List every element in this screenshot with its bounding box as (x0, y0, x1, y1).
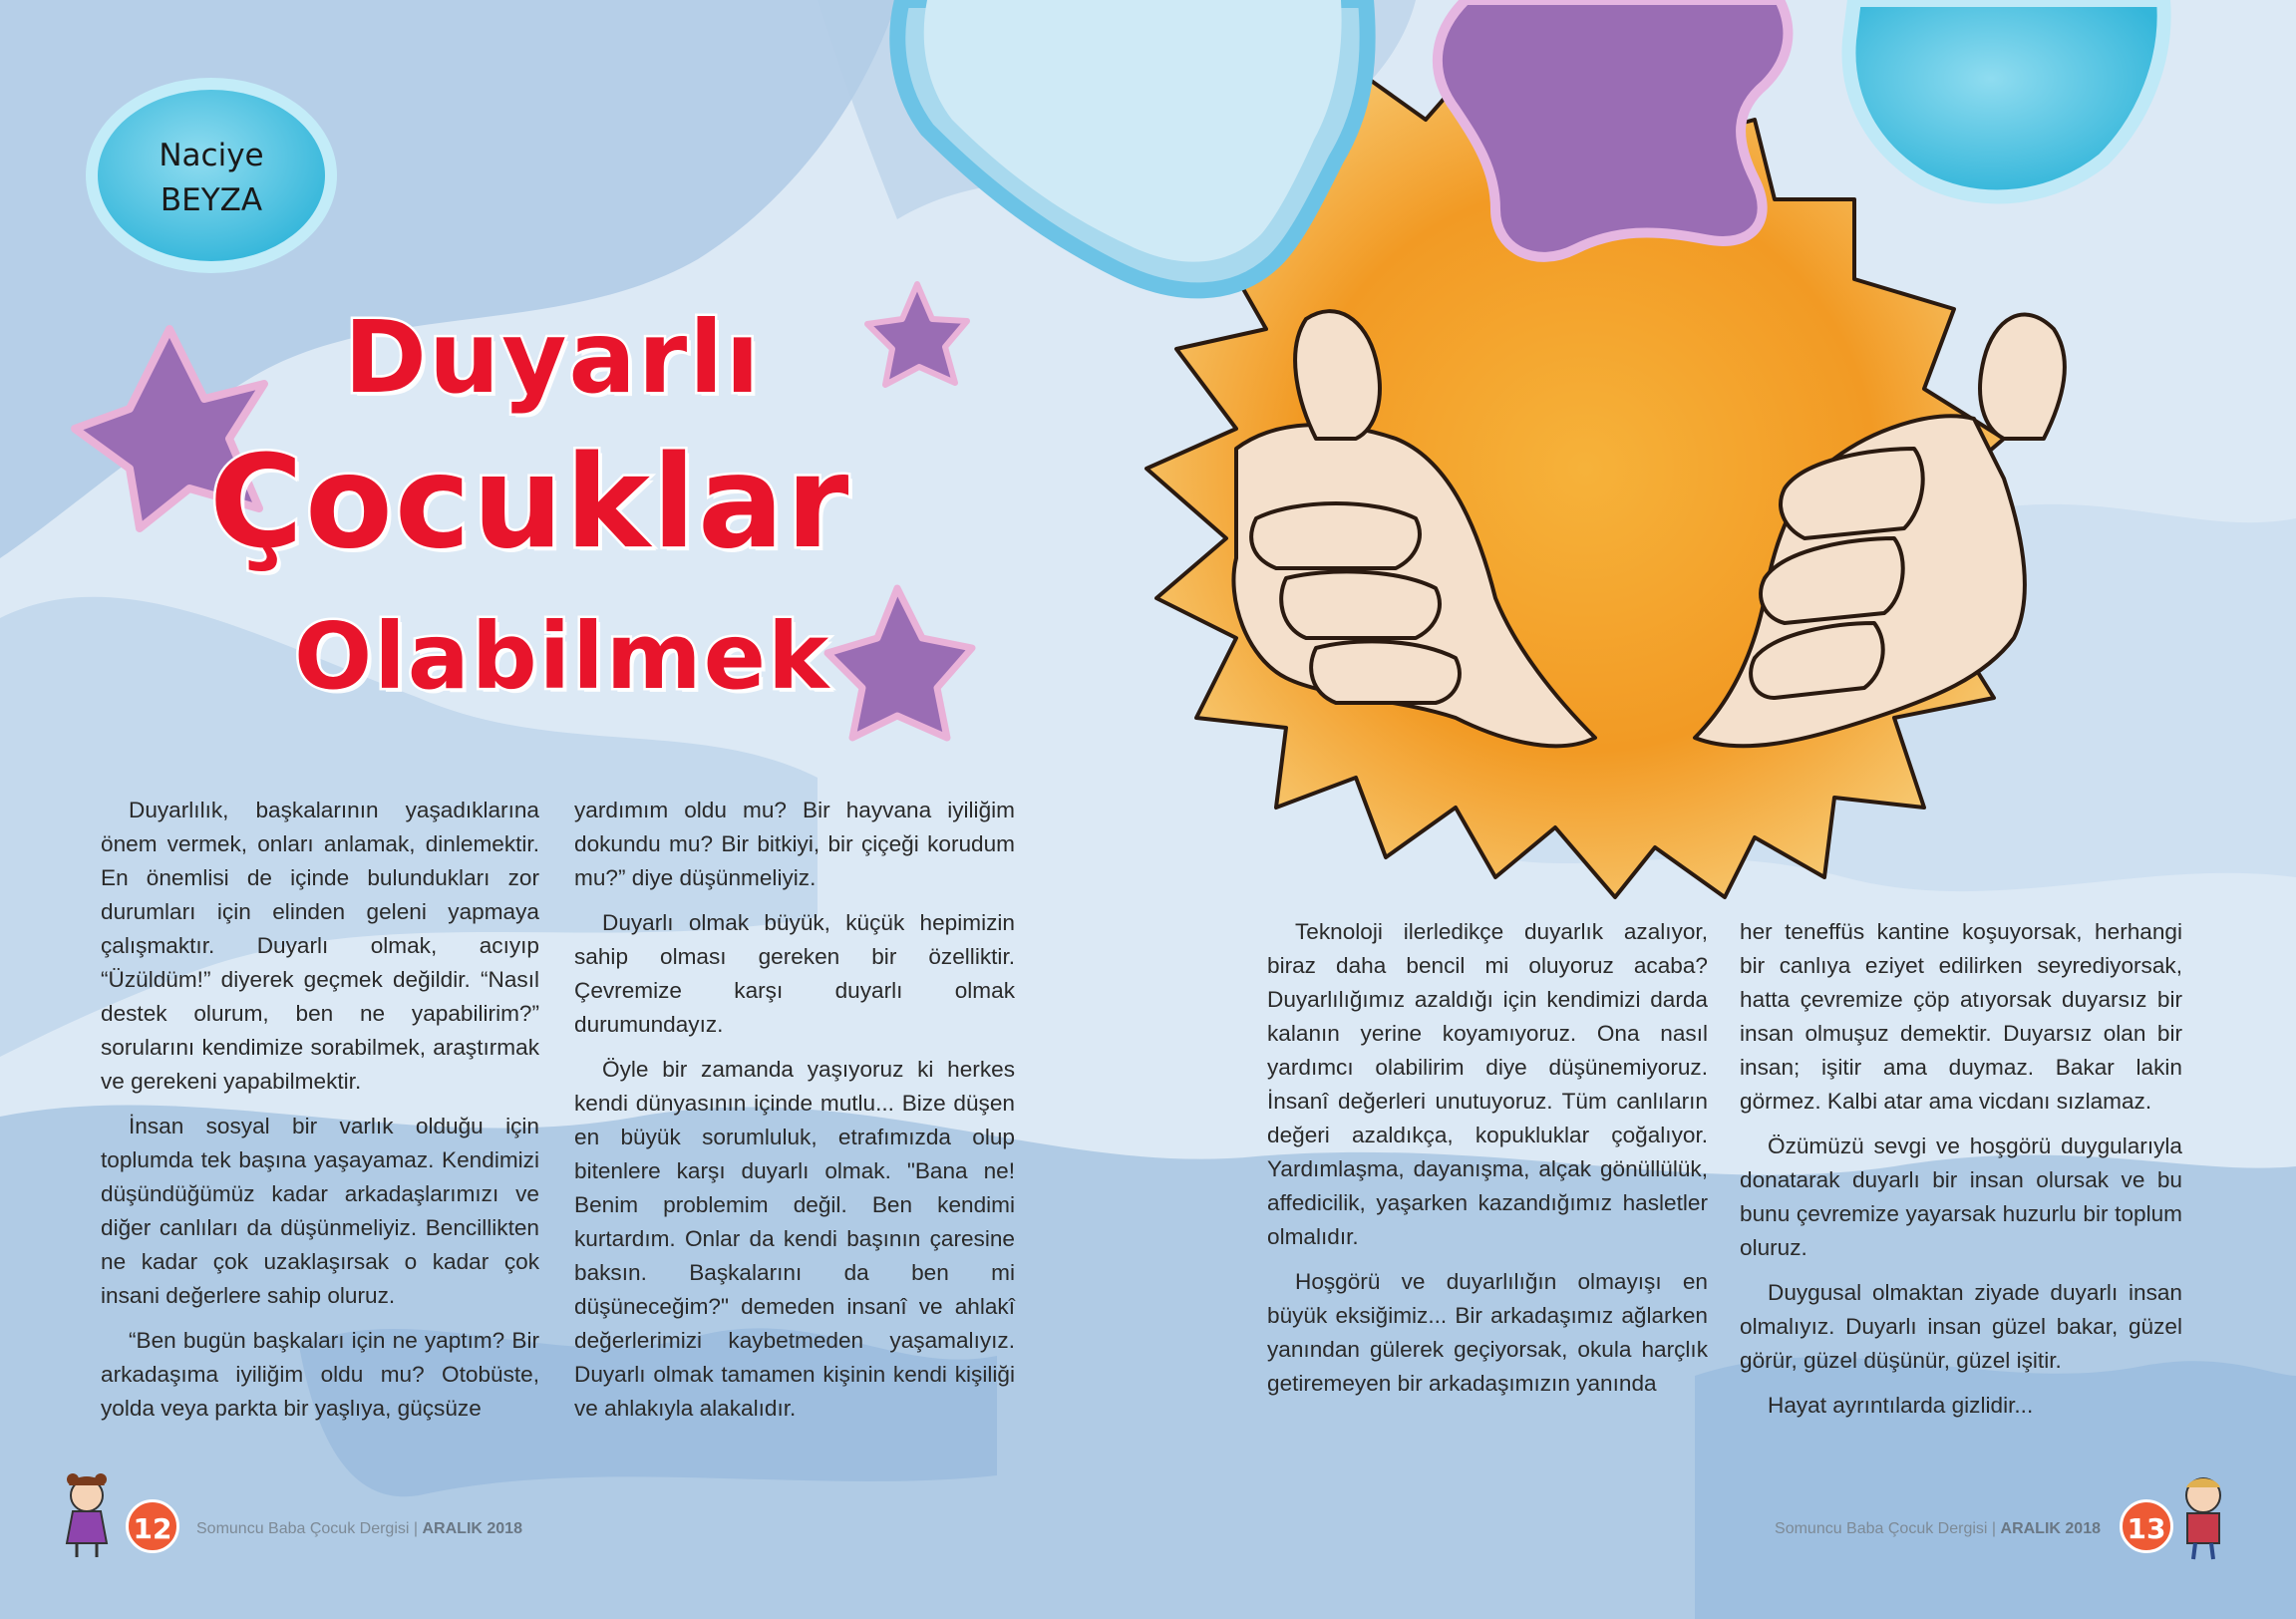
paragraph: yardımım oldu mu? Bir hayvana iyiliğim dokundu mu? Bir bitkiyi, bir çiçeği korudum mu?” diye düşünmeliyiz. (574, 798, 1015, 890)
footer-left (196, 1520, 522, 1538)
text-column-3 (1267, 915, 1708, 1412)
title-line-1: Duyarlı (344, 299, 762, 416)
paragraph: Hayat ayrıntılarda gizlidir... (1768, 1393, 2034, 1418)
text-column-4 (1740, 915, 2182, 1434)
paragraph: her teneffüs kantine koşuyorsak, herhangi bir canlıya eziyet edilirken seyrediyorsak, hatta çevremize çöp atıyorsak duyarsız bir insan olmuşuz demektir. Duyarsız olan bir insan; işitir ama duymaz. Bakar lakin görmez. Kalbi atar ama vicdanı sızlamaz. (1740, 919, 2182, 1114)
paragraph: Duygusal olmaktan ziyade duyarlı insan olmalıyız. Duyarlı insan güzel bakar, güzel görür, güzel düşünür, güzel işitir. (1740, 1280, 2182, 1373)
author-last-name: BEYZA (160, 182, 263, 218)
page-number-right: 13 (2120, 1499, 2173, 1553)
text-column-2 (574, 794, 1015, 1437)
paragraph: Duyarlılık, başkalarının yaşadıklarına önem vermek, onları anlamak, dinlemektir. En önemlisi de içinde bulundukları zor durumları için elinden geleni yapmaya çalışmaktır. Duyarlı olmak, acıyıp “Üzüldüm!” diyerek geçmek değildir. “Nasıl destek olurum, ben ne yapabilirim?” sorularını kendimize sorabilmek, araştırmak ve gerekeni yapabilmektir. (101, 798, 539, 1094)
footer-separator: | (413, 1520, 419, 1537)
title-line-2: Çocuklar (209, 429, 851, 577)
issue-date: ARALIK 2018 (2000, 1520, 2101, 1537)
paragraph: Öyle bir zamanda yaşıyoruz ki herkes kendi dünyasının içinde mutlu... Bize düşen en büyük sorumluluk, etrafımızda olup bitenlere karşı duyarlı olmak. "Bana ne! Benim problemim değil. Ben kendimi kurtardım. Onlar da kendi başının çaresine baksın. Başkalarını da ben mi düşüneceğim?" demeden insanî ve ahlakî değerlerimizi kaybetmeden yaşamalıyız. Duyarlı olmak tamamen kişinin kendi kişiliği ve ahlakıyla alakalıdır. (574, 1057, 1015, 1421)
author-name (88, 82, 335, 271)
page-number-left: 12 (126, 1499, 179, 1553)
paragraph: Teknoloji ilerledikçe duyarlık azalıyor, biraz daha bencil mi oluyoruz acaba? Duyarlılığımız azaldığı için kendimizi darda kalanın yerine koyamıyoruz. Ona nasıl yardımcı olabilirim diye düşünemiyoruz. İnsanî değerleri unutuyoruz. Tüm canlıların değeri azaldıkça, kopukluklar çoğalıyor. Yardımlaşma, dayanışma, alçak gönüllülük, affedicilik, yaşarken kazandığımız hasletler olmalıdır. (1267, 919, 1708, 1249)
title-line-3: Olabilmek (294, 603, 831, 710)
footer-right (1775, 1520, 2101, 1538)
footer-separator: | (1991, 1520, 1997, 1537)
paragraph: Özümüzü sevgi ve hoşgörü duygularıyla donatarak duyarlı bir insan olursak ve bu bunu çevremize yayarsak huzurlu bir toplum oluruz. (1740, 1133, 2182, 1260)
paragraph: İnsan sosyal bir varlık olduğu için toplumda tek başına yaşayamaz. Kendimizi düşündüğümüz kadar arkadaşlarımızı ve diğer canlıları da düşünmeliyiz. Bencillikten ne kadar çok uzaklaşırsak o kadar çok insani değerlere sahip oluruz. (101, 1114, 539, 1308)
paragraph: Duyarlı olmak büyük, küçük hepimizin sahip olması gereken bir özelliktir. Çevremize karşı duyarlı olmak durumundayız. (574, 910, 1015, 1037)
author-first-name: Naciye (159, 138, 264, 173)
issue-date: ARALIK 2018 (422, 1520, 522, 1537)
magazine-name: Somuncu Baba Çocuk Dergisi (196, 1520, 410, 1537)
text-column-1 (101, 794, 539, 1437)
paragraph: Hoşgörü ve duyarlılığın olmayışı en büyük eksiğimiz... Bir arkadaşımız ağlarken yanından gülerek geçiyorsak, okula harçlık getiremeyen bir arkadaşımızın yanında (1267, 1269, 1708, 1396)
paragraph: “Ben bugün başkaları için ne yaptım? Bir arkadaşıma iyiliğim oldu mu? Otobüste, yolda veya parkta bir yaşlıya, güçsüze (101, 1328, 539, 1421)
magazine-name: Somuncu Baba Çocuk Dergisi (1775, 1520, 1988, 1537)
